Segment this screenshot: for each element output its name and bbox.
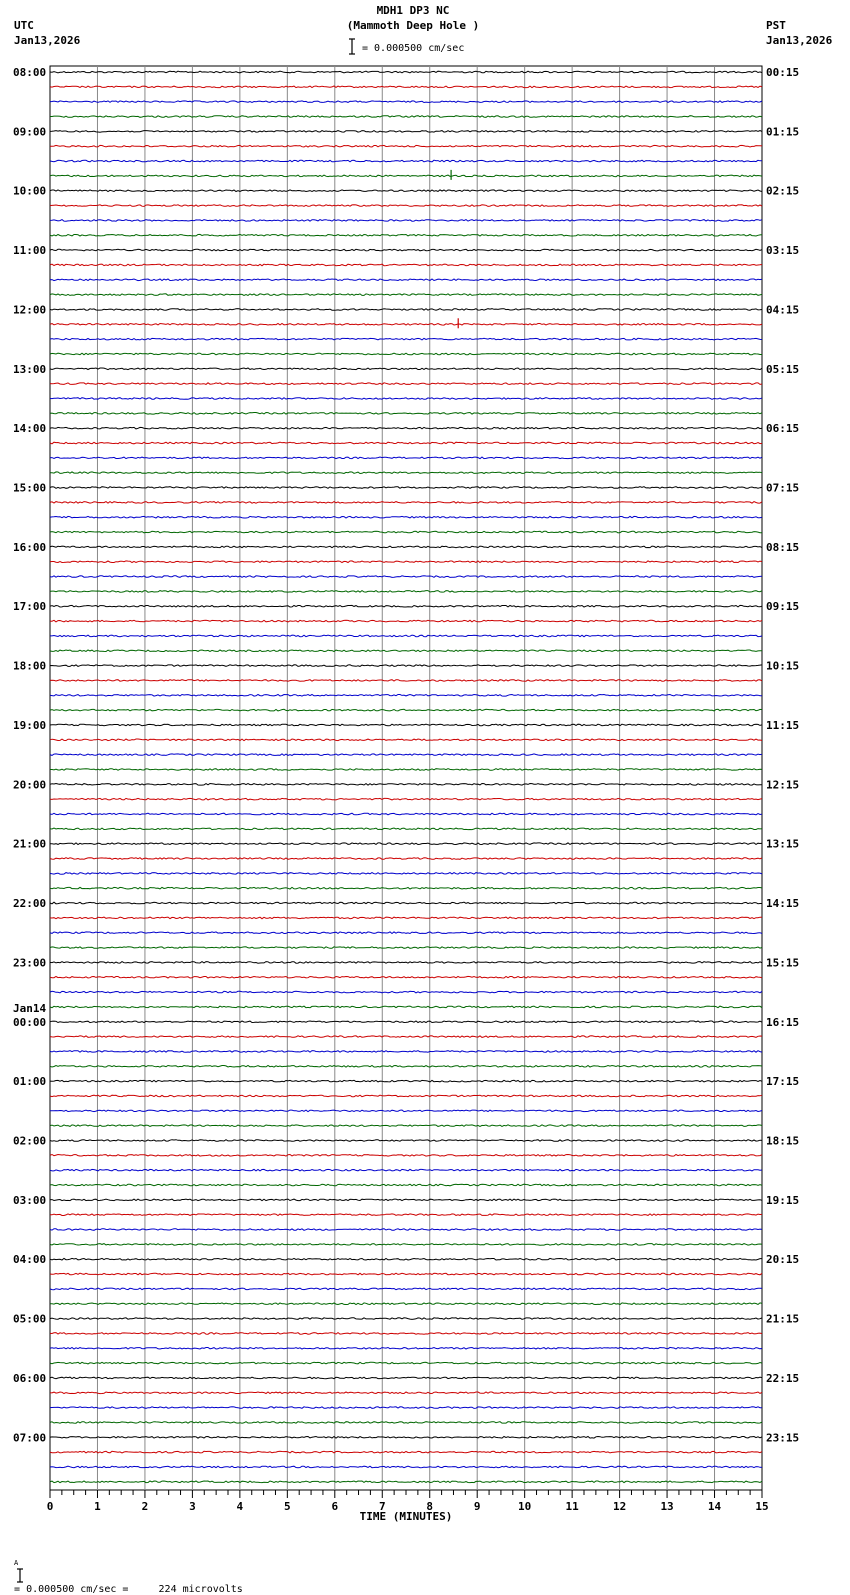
left-time-label: 06:00 [13,1371,47,1385]
seismic-trace [50,145,762,147]
left-time-label: 10:00 [13,184,47,198]
seismic-trace [50,858,762,860]
seismic-trace [50,86,762,88]
seismic-trace [50,1303,762,1305]
right-time-label: 19:15 [766,1193,800,1207]
right-time-label: 05:15 [766,362,800,376]
x-tick-label: 7 [378,1500,386,1513]
seismic-trace [50,843,762,845]
left-time-label: 22:00 [13,897,47,911]
seismic-trace [50,398,762,400]
seismic-trace [50,798,762,800]
x-tick-label: 11 [565,1500,579,1513]
seismic-trace [50,1184,762,1186]
left-time-label: 21:00 [13,837,47,851]
left-time-label: 18:00 [13,659,47,673]
seismic-trace [50,962,762,964]
seismic-trace [50,1229,762,1231]
seismic-trace [50,160,762,162]
right-time-label: 21:15 [766,1312,800,1326]
seismic-trace [50,324,762,326]
seismic-trace [50,1006,762,1008]
seismic-trace [50,71,762,73]
left-time-label: 14:00 [13,422,47,436]
left-time-label: 12:00 [13,303,47,317]
seismic-trace [50,1140,762,1142]
seismic-trace [50,784,762,786]
seismic-trace [50,457,762,459]
left-time-label: 19:00 [13,718,47,732]
seismic-trace [50,769,762,771]
x-tick-label: 13 [660,1500,674,1513]
station-location: (Mammoth Deep Hole ) [346,19,480,32]
left-time-label: 03:00 [13,1193,47,1207]
seismic-trace [50,294,762,296]
seismic-trace [50,220,762,222]
seismic-trace [50,279,762,281]
right-time-label: 11:15 [766,718,800,732]
right-time-label: 17:15 [766,1075,800,1089]
seismic-trace [50,754,762,756]
station-title: MDH1 DP3 NC [376,4,450,17]
seismic-trace [50,546,762,548]
seismic-trace [50,813,762,815]
left-time-label: 09:00 [13,125,47,139]
seismic-trace [50,1095,762,1097]
left-time-label: 05:00 [13,1312,47,1326]
footer-marker: A [14,1559,19,1567]
seismic-trace [50,1362,762,1364]
x-tick-label: 8 [426,1500,434,1513]
seismic-trace [50,1466,762,1468]
right-time-label: 08:15 [766,540,800,554]
x-tick-label: 9 [473,1500,481,1513]
x-tick-label: 1 [94,1500,101,1513]
seismic-trace [50,1273,762,1275]
seismic-trace [50,1258,762,1260]
seismic-trace [50,264,762,266]
seismic-trace [50,1051,762,1053]
x-tick-label: 4 [236,1500,244,1513]
seismic-trace [50,1451,762,1453]
seismic-trace [50,353,762,355]
seismic-trace [50,591,762,593]
right-time-label: 13:15 [766,837,800,851]
seismic-trace [50,531,762,533]
left-time-label: 16:00 [13,540,47,554]
seismic-trace [50,1347,762,1349]
right-time-label: 01:15 [766,125,800,139]
seismic-trace [50,1036,762,1038]
seismic-trace [50,680,762,682]
seismic-trace [50,709,762,711]
left-time-label: 07:00 [13,1431,47,1445]
right-time-label: 07:15 [766,481,800,495]
seismic-trace [50,249,762,251]
seismic-trace [50,932,762,934]
seismic-trace [50,1169,762,1171]
seismic-trace [50,368,762,370]
seismic-trace [50,338,762,340]
right-time-label: 09:15 [766,600,800,614]
x-tick-label: 10 [518,1500,532,1513]
right-time-label: 23:15 [766,1431,800,1445]
x-tick-label: 14 [707,1500,722,1513]
seismic-trace [50,620,762,622]
right-time-label: 03:15 [766,244,800,258]
seismic-trace [50,1288,762,1290]
seismic-trace [50,828,762,830]
x-tick-label: 12 [612,1500,627,1513]
x-tick-label: 3 [189,1500,196,1513]
scale-text: = 0.000500 cm/sec [362,43,465,54]
left-time-label: 20:00 [13,778,47,792]
seismic-trace [50,1422,762,1424]
left-time-label: 23:00 [13,956,47,970]
seismic-trace [50,887,762,889]
x-tick-label: 6 [331,1500,339,1513]
left-timezone: UTC [14,19,34,32]
seismic-trace [50,309,762,311]
seismic-trace [50,502,762,504]
seismic-trace [50,873,762,875]
seismic-trace [50,1214,762,1216]
x-tick-label: 15 [755,1500,769,1513]
seismic-trace [50,1155,762,1157]
right-time-label: 16:15 [766,1015,800,1029]
seismic-trace [50,1125,762,1127]
seismic-trace [50,1437,762,1439]
seismic-trace [50,665,762,667]
seismic-trace [50,234,762,236]
seismic-trace [50,413,762,415]
right-time-label: 02:15 [766,184,800,198]
seismic-trace [50,516,762,518]
right-time-label: 22:15 [766,1371,800,1385]
seismic-trace [50,576,762,578]
seismic-trace [50,695,762,697]
seismic-trace [50,1199,762,1201]
seismic-trace [50,1377,762,1379]
seismic-trace [50,991,762,993]
seismic-trace [50,976,762,978]
left-time-label: 13:00 [13,362,47,376]
seismic-trace [50,917,762,919]
seismic-trace [50,1244,762,1246]
left-time-label: 00:00 [13,1015,47,1029]
seismic-trace [50,383,762,385]
x-axis-label: TIME (MINUTES) [359,1510,453,1523]
seismic-trace [50,561,762,563]
seismic-trace [50,1392,762,1394]
right-time-label: 20:15 [766,1253,800,1267]
seismic-trace [50,650,762,652]
x-tick-label: 2 [141,1500,149,1513]
seismic-trace [50,442,762,444]
right-time-label: 10:15 [766,659,800,673]
seismic-trace [50,1318,762,1320]
seismic-trace [50,1481,762,1483]
seismic-trace [50,205,762,207]
right-date: Jan13,2026 [766,34,833,47]
footer-text: = 0.000500 cm/sec = 224 microvolts [14,1584,243,1595]
seismic-trace [50,472,762,474]
left-time-label: 11:00 [13,244,47,258]
seismic-trace [50,1333,762,1335]
footer-scale-bar-icon [14,1568,26,1584]
seismic-trace [50,1080,762,1082]
seismic-trace [50,131,762,133]
left-time-label: 17:00 [13,600,47,614]
seismic-trace [50,902,762,904]
seismic-trace [50,427,762,429]
x-tick-label: 0 [46,1500,54,1513]
x-tick-label: 5 [284,1500,291,1513]
right-time-label: 14:15 [766,897,800,911]
left-date-label: Jan14 [13,1001,47,1015]
right-timezone: PST [766,19,786,32]
right-time-label: 18:15 [766,1134,800,1148]
left-time-label: 15:00 [13,481,47,495]
seismic-trace [50,487,762,489]
seismic-trace [50,1110,762,1112]
seismic-trace [50,190,762,192]
seismic-trace [50,1407,762,1409]
left-time-label: 08:00 [13,66,47,79]
seismic-trace [50,1021,762,1023]
seismic-trace [50,101,762,103]
seismic-trace [50,724,762,726]
left-time-label: 02:00 [13,1134,47,1148]
seismic-trace [50,1066,762,1068]
seismic-trace [50,635,762,637]
right-time-label: 04:15 [766,303,800,317]
right-time-label: 00:15 [766,66,800,79]
seismic-trace [50,605,762,607]
left-date: Jan13,2026 [14,34,81,47]
left-time-label: 01:00 [13,1075,47,1089]
right-time-label: 06:15 [766,422,800,436]
seismic-trace [50,739,762,741]
seismic-trace [50,947,762,949]
right-time-label: 12:15 [766,778,800,792]
left-time-label: 04:00 [13,1253,47,1267]
right-time-label: 15:15 [766,956,800,970]
seismic-trace [50,175,762,177]
seismic-trace [50,116,762,118]
footer-scale [2,1546,243,1595]
